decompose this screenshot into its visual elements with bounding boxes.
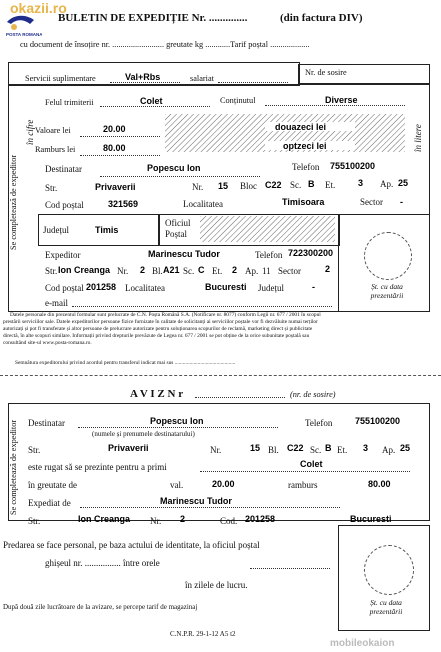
aviz-nr-label: Nr. [210,445,222,455]
document-line: cu document de însoțire nr. ......................... greutate kg ............Tarif poștal ................... [20,40,310,49]
svg-text:POSTA ROMANA: POSTA ROMANA [6,32,42,37]
aviz-val: 20.00 [212,479,235,489]
aviz-loc2: Bucuresti [350,514,392,524]
services-label: Servicii suplimentare [25,74,96,83]
dest-cod-label: Cod poștal [45,200,84,210]
form-code: C.N.P.R. 29-1-12 A5 t2 [170,630,236,638]
aviz-sc-label: Sc. [310,445,322,455]
aviz-val-label: val. [170,480,184,490]
exp-judet-label: Județul [258,283,284,293]
exp-email-label: e-mail [45,298,68,308]
stamp-line2-bottom: prezentării [369,607,403,616]
privacy-p1: Datele personale din prezentul formular sunt prelucrate de C.N. Poșta Română S.A. (Notificare nr. 8077) conform Legii nr. 677 / 2001 în scopul [10,312,321,318]
dest-loc-label: Localitatea [183,199,223,209]
in-cifre-label: în cifre [25,119,35,145]
exp-cod-label: Cod poștal [45,283,84,293]
privacy-p2: prestării serviciilor sale. Datele expeditorilor persoane fizice furnizate în calitate de solicitanți ai serviciilor poștale vor fi dezvăluite numai terților [3,319,318,325]
dest-ap-label: Ap. [380,179,394,189]
dest-sector-label: Sector [360,197,383,207]
aviz-cod2-label: Cod. [220,516,238,526]
dest-str-label: Str. [45,183,58,193]
aviz-expediat: Marinescu Tudor [160,496,232,506]
aviz-dest: Popescu Ion [150,416,204,426]
dest-nr: 15 [218,181,229,191]
aviz-nr-sosire: (nr. de sosire) [290,390,336,399]
dest-str: Privaverii [95,182,136,192]
privacy-p3: autorizați și pot fi transferate și altor persoane de prelucrare autorizate pentru soluționarea scopurilor de reclamă, marketing direct și publicitate [3,326,313,332]
stamp-line1-bottom: Șt. cu data [370,598,402,607]
aviz-str2-label: Str. [28,516,41,526]
aviz-dest-label: Destinatar [28,418,65,428]
dest-bloc-label: Bloc [240,181,257,191]
exp-sc-label: Sc. [183,266,195,276]
aviz-names-hint: (numele și prenumele destinatarului) [92,430,195,438]
continut-label: Conținutul [220,96,256,105]
exp-et: 2 [232,265,238,275]
aviz-ramburs: 80.00 [368,479,391,489]
footer-l2: ghișeul nr. ................ între orele [45,558,160,568]
stamp-label-top [352,282,422,300]
exp-nr: 2 [140,265,146,275]
exp-email-field[interactable] [72,300,332,307]
stamp-line2: prezentării [370,291,404,300]
aviz-nr-field[interactable] [195,393,285,398]
stamp-circle-bottom [364,545,414,595]
dest-cod: 321569 [108,199,139,209]
aviz-bl-label: Bl. [268,445,279,455]
nr-sosire-label: Nr. de sosire [305,68,347,77]
dest-sc-label: Sc. [290,180,302,190]
footer-l3: în zilele de lucru. [185,580,248,590]
aviz-tel-label: Telefon [305,418,333,428]
cut-line [0,375,441,376]
aviz-title: A V I Z N r [130,388,184,400]
stamp-label-bottom [350,598,422,616]
dest-et-label: Et. [325,180,336,190]
valoare-label: Valoare lei [35,126,71,135]
aviz-ramburs-label: ramburs [288,480,318,490]
salariat-field[interactable] [218,76,288,83]
dest-et: 3 [358,178,364,188]
left-vertical-label: Se completează de expeditor [9,154,18,250]
felul-value: Colet [140,96,163,106]
exp-tel: 722300200 [288,248,334,258]
exp-ap-label: Ap. [245,266,259,276]
aviz-greutate: în greutate de [28,480,77,490]
aviz-str: Privaverii [108,443,149,453]
judet-value: Timis [95,225,119,235]
exp-label: Expeditor [45,250,81,260]
signature-line: Semnătura expeditorului privind acordul pentru transferul indicat mai sus ............................................. [15,360,236,366]
felul-label: Felul trimiterii [45,98,94,107]
exp-name: Marinescu Tudor [148,249,220,259]
exp-loc-label: Localitatea [125,283,165,293]
ramburs-cifre: 80.00 [103,143,126,153]
dest-name: Popescu Ion [147,163,201,173]
exp-cod: 201258 [86,282,117,292]
dest-loc: Timisoara [282,197,325,207]
exp-sector-label: Sector [278,266,301,276]
dest-tel: 755100200 [330,161,376,171]
aviz-vertical-label: Se completează de expeditor [9,419,18,515]
posta-romana-logo [4,12,42,38]
exp-nr-label: Nr. [117,266,129,276]
judet-label: Județul [43,225,69,235]
aviz-rugat: este rugat să se prezinte pentru a primi [28,462,167,472]
stamp-circle-top [364,232,412,280]
exp-bl-label: Bl. [152,266,163,276]
aviz-str-label: Str. [28,445,41,455]
exp-str: Ion Creanga [58,265,111,275]
dest-sector: - [400,197,403,207]
services-value: Val+Rbs [125,72,161,82]
watermark-top: okazii.ro [10,0,67,16]
aviz-bl: C22 [287,443,304,453]
aviz-ap: 25 [400,443,411,453]
watermark-bottom: mobileokaion [330,638,395,649]
exp-sector: 2 [325,264,331,274]
aviz-tel: 755100200 [355,416,401,426]
aviz-nr2: 2 [180,514,186,524]
aviz-cod2: 201258 [245,514,276,524]
aviz-et-label: Et. [337,445,348,455]
oficiul-label: Oficiul [165,218,191,228]
exp-ap: 11 [262,266,271,276]
ramburs-litere: optzeci lei [283,141,327,151]
exp-loc: Bucuresti [205,282,247,292]
exp-bl: A21 [163,265,180,275]
oficiul-hatch [200,216,335,242]
exp-str-label: Str. [45,266,58,276]
footer-l1: Predarea se face personal, pe baza actului de identitate, la oficiul poștal [3,540,260,550]
stamp-line1: Șt. cu data [371,282,403,291]
aviz-et: 3 [363,443,369,453]
footer-l4: După două zile lucrătoare de la avizare, se percepe tarif de magazinaj [3,603,198,611]
dest-ap: 25 [398,178,409,188]
aviz-sc: B [325,443,332,453]
dest-bloc: C22 [265,180,282,190]
postal-label: Poștal [165,229,188,239]
footer-hours-field[interactable] [250,562,330,569]
aviz-str2: Ion Creanga [78,514,131,524]
aviz-colet: Colet [300,459,323,469]
form-title: BULETIN DE EXPEDIȚIE Nr. .............. [58,12,248,24]
aviz-ap-label: Ap. [382,445,396,455]
valoare-cifre: 20.00 [103,124,126,134]
aviz-nr: 15 [250,443,261,453]
dest-label: Destinatar [45,164,82,174]
valoare-litere: douazeci lei [275,122,327,132]
dest-nr-label: Nr. [192,182,204,192]
privacy-p5: consultând site-ul www.posta-romana.ro. [3,340,92,346]
exp-sc: C [198,265,205,275]
aviz-expediat-label: Expediat de [28,498,71,508]
exp-judet: - [312,282,315,292]
in-litere-label: în litere [413,124,423,152]
ramburs-label: Ramburs lei [35,145,76,154]
dest-sc: B [308,179,315,189]
continut-value: Diverse [325,95,358,105]
form-subtitle: (din factura DIV) [280,12,363,24]
exp-tel-label: Telefon [255,250,283,260]
salariat-label: salariat [190,74,214,83]
exp-et-label: Et. [212,266,223,276]
dest-tel-label: Telefon [292,162,320,172]
privacy-p4: directă, în alte scopuri similare. Informații privind drepturile prevăzute de Legea nr. 677 / 2001 se pot obține de la orice subunitate poștală sau [3,333,310,339]
aviz-nr2-label: Nr. [150,516,162,526]
